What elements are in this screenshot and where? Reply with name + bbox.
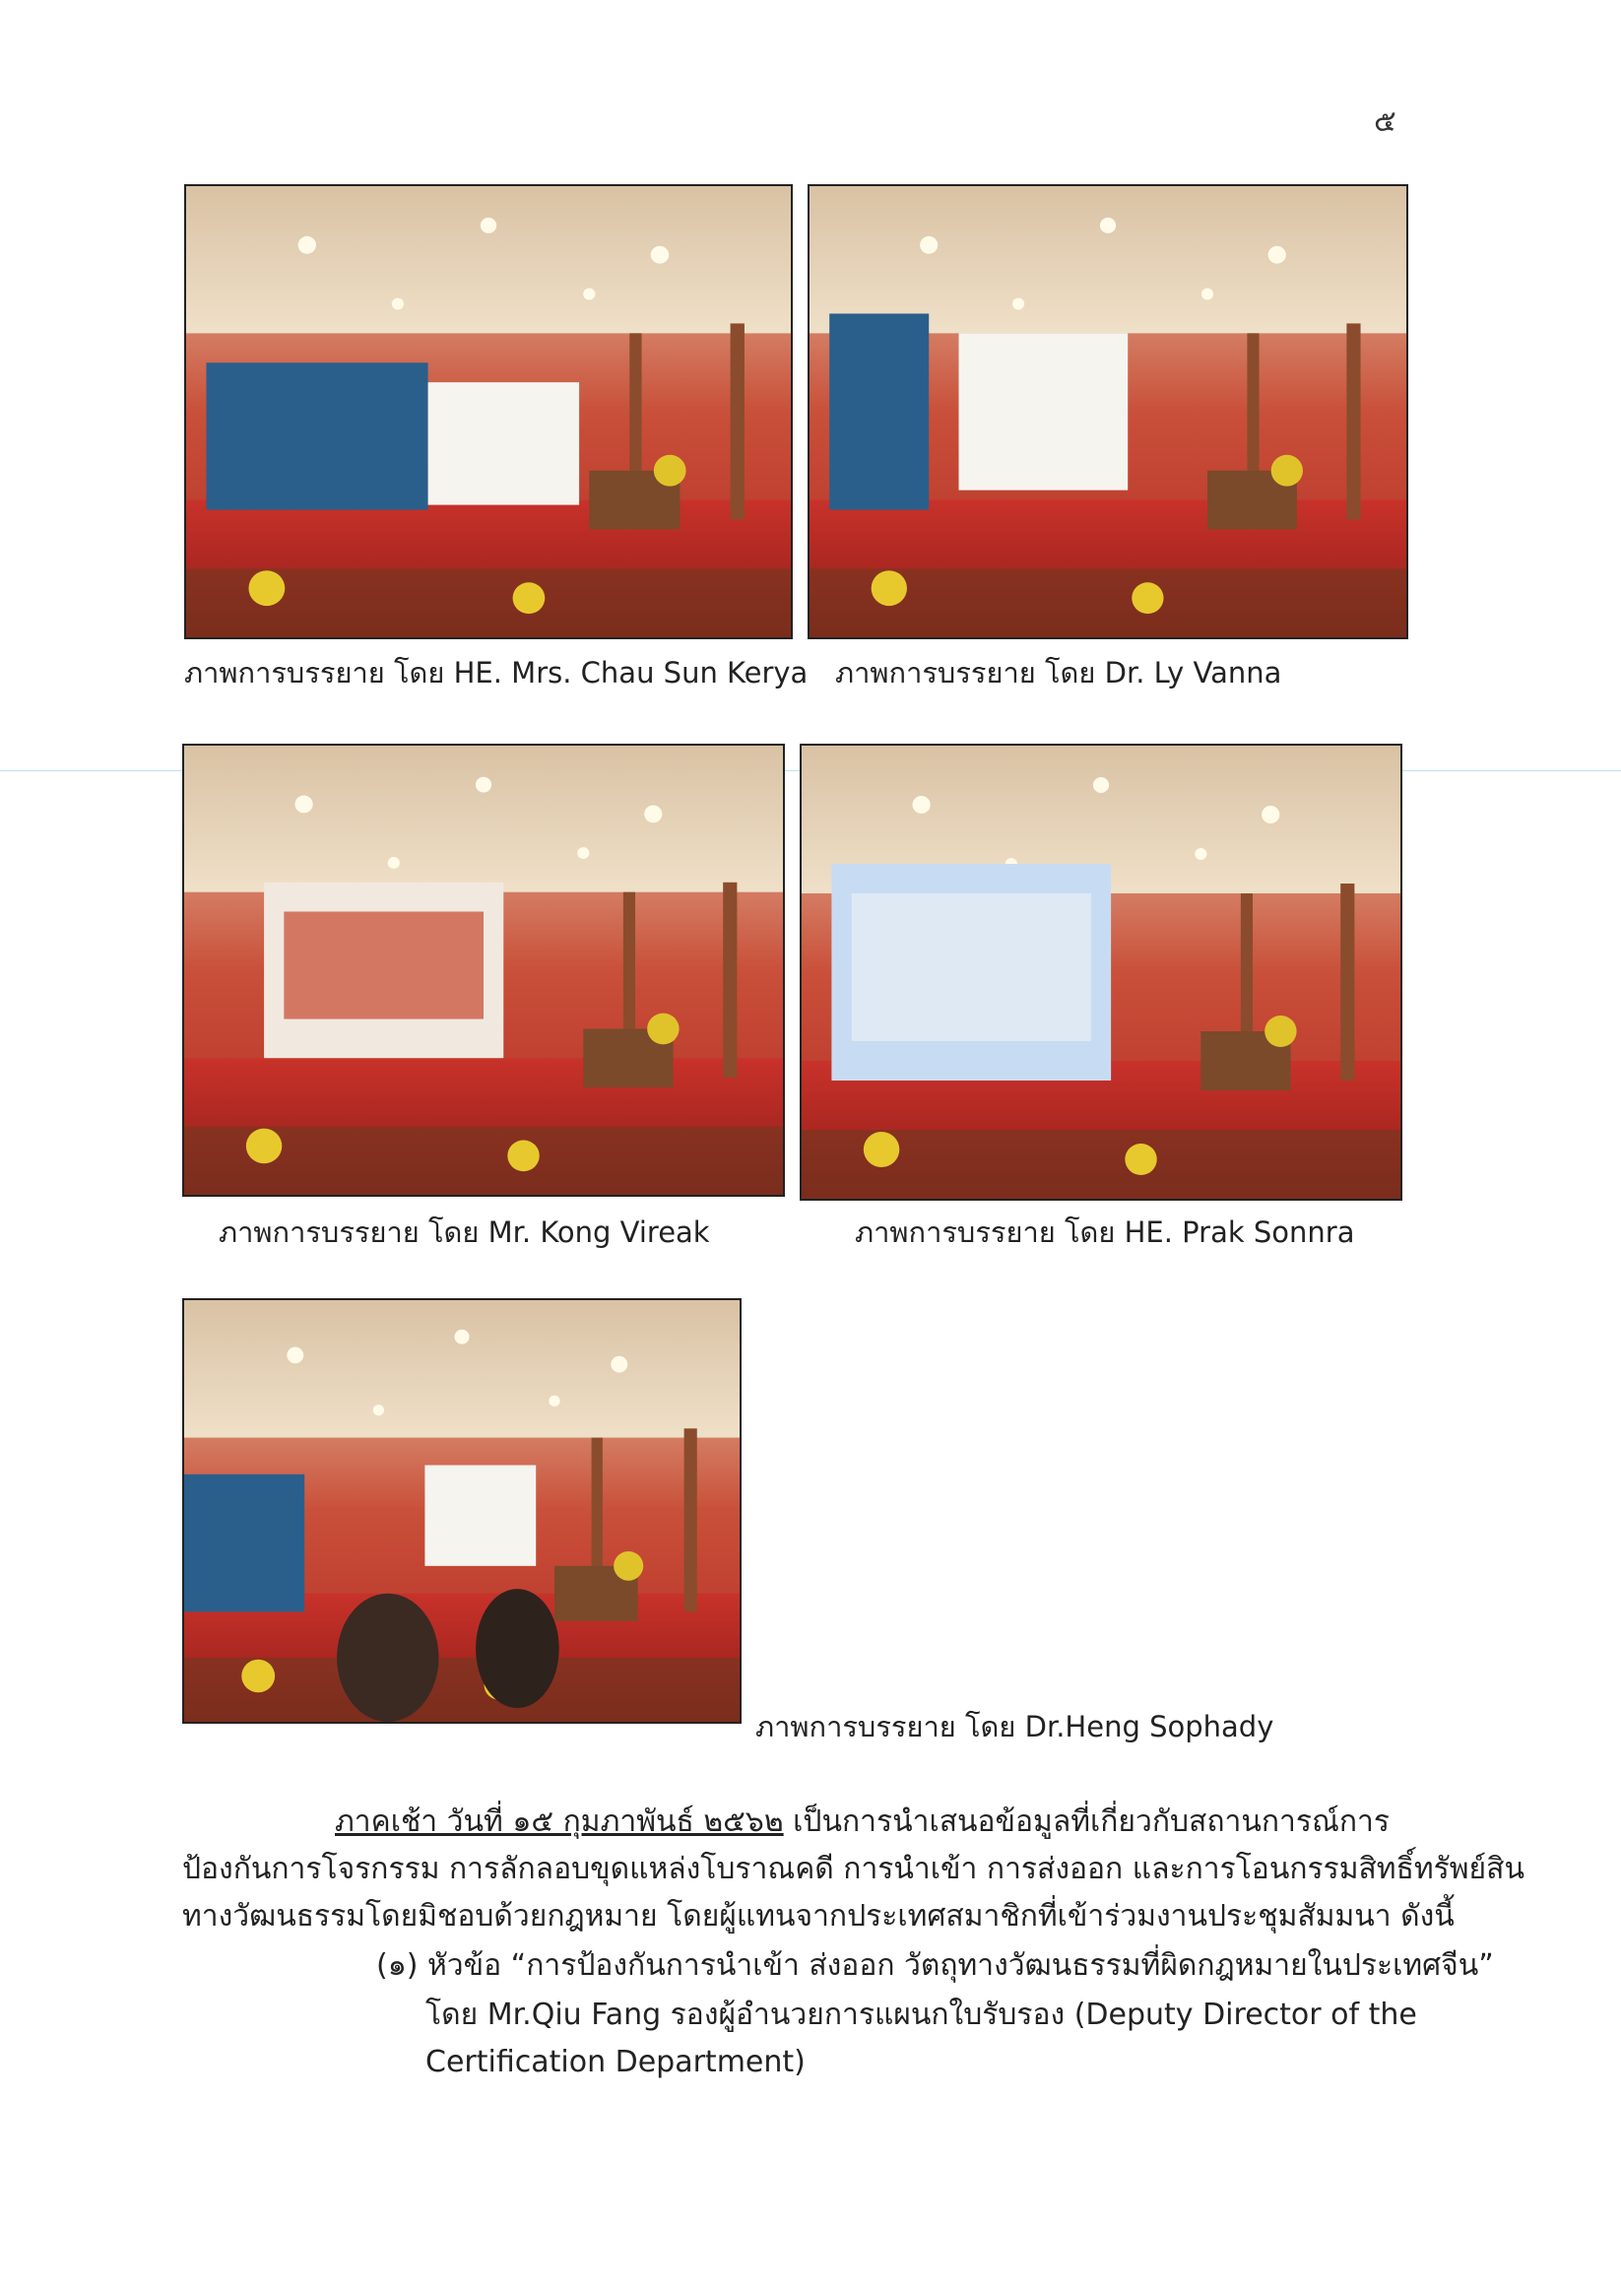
caption-prefix: ภาพการบรรยาย โดย bbox=[835, 656, 1096, 689]
speaker-photo-2 bbox=[808, 184, 1408, 639]
speaker-name: Dr. Ly Vanna bbox=[1104, 656, 1282, 689]
caption-prefix: ภาพการบรรยาย โดย bbox=[855, 1215, 1116, 1249]
speaker-name: Mr. Kong Vireak bbox=[487, 1215, 710, 1249]
caption-prefix: ภาพการบรรยาย โดย bbox=[219, 1215, 480, 1249]
list-item-1-line-2: โดย Mr.Qiu Fang รองผู้อำนวยการแผนกใบรับรอง (Deputy Director of the bbox=[425, 1998, 1417, 2032]
section-heading: ภาคเช้า วันที่ ๑๕ กุมภาพันธ์ ๒๕๖๒ bbox=[335, 1804, 784, 1839]
speaker-photo-1 bbox=[184, 184, 793, 639]
speaker-name: HE. Prak Sonnra bbox=[1124, 1215, 1355, 1249]
caption-5 bbox=[755, 1704, 1273, 1749]
caption-prefix: ภาพการบรรยาย โดย bbox=[755, 1710, 1016, 1743]
page-number: ๕ bbox=[1374, 104, 1396, 139]
speaker-name: HE. Mrs. Chau Sun Kerya bbox=[453, 656, 809, 689]
list-item-1-line-3: Certification Department) bbox=[425, 2045, 806, 2079]
caption-1 bbox=[184, 650, 808, 695]
caption-3 bbox=[219, 1210, 710, 1255]
caption-prefix: ภาพการบรรยาย โดย bbox=[184, 656, 445, 689]
caption-2 bbox=[835, 650, 1281, 695]
speaker-photo-5 bbox=[182, 1298, 742, 1724]
speaker-photo-3 bbox=[182, 744, 785, 1197]
body-line-2: ป้องกันการโจรกรรม การลักลอบขุดแหล่งโบราณคดี การนำเข้า การส่งออก และการโอนกรรมสิทธิ์ทรัพย์สิน bbox=[182, 1852, 1524, 1886]
body-line-3: ทางวัฒนธรรมโดยมิชอบด้วยกฎหมาย โดยผู้แทนจากประเทศสมาชิกที่เข้าร่วมงานประชุมสัมมนา ดังนี้ bbox=[182, 1899, 1455, 1934]
list-item-1-line-1: (๑) หัวข้อ “การป้องกันการนำเข้า ส่งออก วัตถุทางวัฒนธรรมที่ผิดกฎหมายในประเทศจีน” bbox=[376, 1948, 1494, 1983]
speaker-name: Dr.Heng Sophady bbox=[1024, 1710, 1274, 1743]
body-line-1-rest: เป็นการนำเสนอข้อมูลที่เกี่ยวกับสถานการณ์การ bbox=[783, 1804, 1390, 1839]
caption-4 bbox=[855, 1210, 1354, 1255]
speaker-photo-4 bbox=[800, 744, 1402, 1201]
body-line-1 bbox=[335, 1799, 1390, 1846]
